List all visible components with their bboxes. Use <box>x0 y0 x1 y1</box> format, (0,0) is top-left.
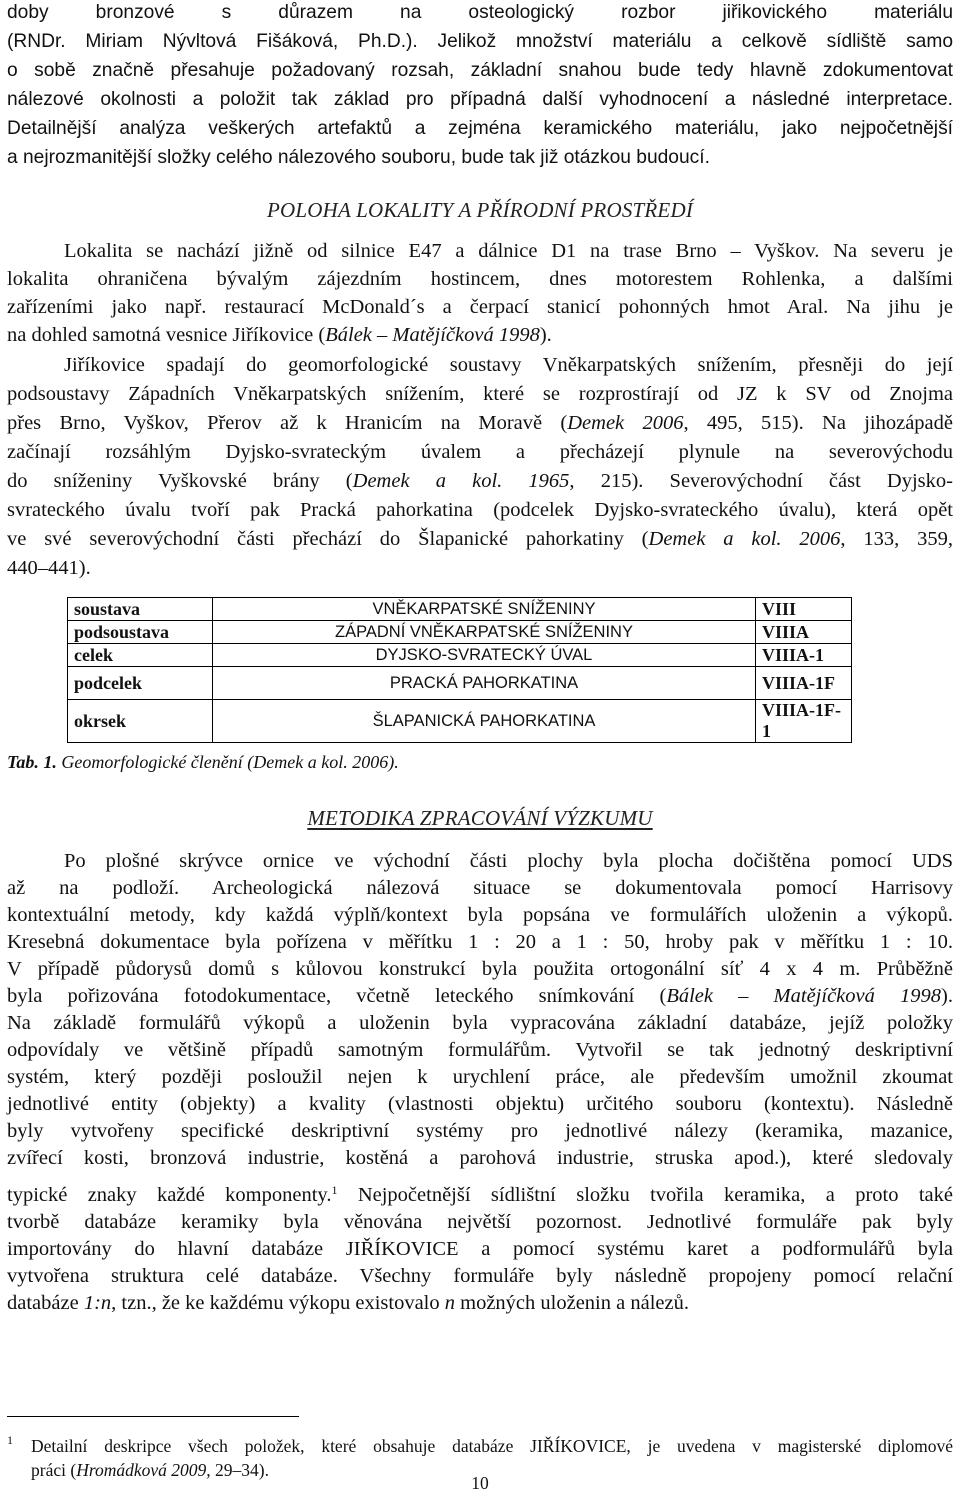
text-line: Detailnější analýza veškerých artefaktů a zejména keramického materiálu, jako nejpočetnější <box>7 118 953 139</box>
table-cell-name: DYJSKO-SVRATECKÝ ÚVAL <box>213 644 756 667</box>
text-line: (RNDr. Miriam Nývltová Fišáková, Ph.D.). Jelikož množství materiálu a celkově sídliště samo <box>7 31 953 52</box>
text-line: kontextuální metody, kdy každá výplň/kontext byla popsána ve formulářích uloženin a výkopů. <box>7 904 953 926</box>
table-cell-code: VIIIA-1F <box>756 667 852 700</box>
text-line: databáze 1:n, tzn., že ke každému výkopu existovalo n možných uloženin a nálezů. <box>7 1292 689 1314</box>
page-number: 10 <box>471 1473 489 1493</box>
text-line: typické znaky každé komponenty.$^1$ Nejpočetnější sídlištní složku tvořila keramika, a proto také <box>7 1183 953 1206</box>
text-line: svrateckého úvalu tvoří pak Pracká pahorkatina (podcelek Dyjsko-svrateckého úvalu), která opět <box>7 499 953 521</box>
table-caption <box>7 752 399 773</box>
text-line: a nejrozmanitější složky celého nálezového souboru, bude tak již otázkou budoucí. <box>7 147 710 168</box>
text-line: na dohled samotná vesnice Jiříkovice (Bálek – Matějíčková 1998). <box>7 324 552 346</box>
caption-label: Tab. 1. <box>7 752 57 772</box>
table-cell-label: celek <box>68 644 213 667</box>
text-line: jednotlivé entity (objekty) a kvality (vlastnosti objektu) určitého souboru (kontextu). Následně <box>7 1093 953 1115</box>
footnote-separator <box>7 1416 299 1417</box>
text-line: byly vytvořeny specifické deskriptivní systémy pro jednotlivé nálezy (keramika, mazanice, <box>7 1120 953 1142</box>
text-line: o sobě značně přesahuje požadovaný rozsah, základní snahou bude tedy hlavně zdokumentovat <box>7 60 953 81</box>
text-line: odpovídaly ve většině případů samotným formulářům. Vytvořil se tak jednotný deskriptivní <box>7 1039 953 1061</box>
geomorphology-table <box>67 597 852 743</box>
text-line: začínají rozsáhlým Dyjsko-svrateckým úvalem a přecházejí plynule na severovýchodu <box>7 441 953 463</box>
table-cell-label: podcelek <box>68 667 213 700</box>
text-line: přes Brno, Vyškov, Přerov až k Hranicím na Moravě (Demek 2006, 495, 515). Na jihozápadě <box>7 412 953 434</box>
text-line: importovány do hlavní databáze JIŘÍKOVICE a pomocí systému karet a podformulářů byla <box>7 1238 953 1260</box>
text-line: vytvořena struktura celé databáze. Všechny formuláře byly následně propojeny pomocí relační <box>7 1265 953 1287</box>
text-line: Na základě formulářů výkopů a uloženin byla vypracována základní databáze, jejíž položky <box>7 1012 953 1034</box>
text-line: systém, který později posloužil nejen k urychlení práce, ale především umožnil zkoumat <box>7 1066 953 1088</box>
table-cell-name: VNĚKARPATSKÉ SNÍŽENINY <box>213 598 756 621</box>
text-line: Jiříkovice spadají do geomorfologické soustavy Vněkarpatských snížením, přesněji do její <box>64 354 953 376</box>
section-heading-location: POLOHA LOKALITY A PŘÍRODNÍ PROSTŘEDÍ <box>266 198 694 222</box>
table-cell-code: VIII <box>756 598 852 621</box>
table-cell-label: soustava <box>68 598 213 621</box>
table-row <box>68 644 852 667</box>
text-line: byla pořizována fotodokumentace, včetně leteckého snímkování (Bálek – Matějíčková 1998). <box>7 985 953 1007</box>
table-cell-name: ŠLAPANICKÁ PAHORKATINA <box>213 700 756 743</box>
text-line: zvířecí kosti, bronzová industrie, kostěná a parohová industrie, struska apod.), které sledovaly <box>7 1147 953 1169</box>
text-line: Lokalita se nachází jižně od silnice E47 a dálnice D1 na trase Brno – Vyškov. Na severu je <box>64 240 953 262</box>
text-line: nálezové okolnosti a položit tak základ pro případná další vyhodnocení a následné interpretace. <box>7 89 953 110</box>
caption-text: Geomorfologické členění (Demek a kol. 2006). <box>56 752 399 772</box>
footnote-marker: 1 <box>7 1433 13 1447</box>
text-line: tvorbě databáze keramiky byla věnována největší pozornost. Jednotlivé formuláře pak byly <box>7 1211 953 1233</box>
table-row <box>68 667 852 700</box>
table-cell-name: ZÁPADNÍ VNĚKARPATSKÉ SNÍŽENINY <box>213 621 756 644</box>
table-row <box>68 621 852 644</box>
text-line: lokalita ohraničena bývalým zájezdním hostincem, dnes motorestem Rohlenka, a dalšími <box>7 268 953 290</box>
text-line: do sníženiny Vyškovské brány (Demek a kol. 1965, 215). Severovýchodní část Dyjsko- <box>7 470 953 492</box>
footnote-line: práci (Hromádková 2009, 29–34). <box>31 1460 269 1480</box>
section-heading-methodology: METODIKA ZPRACOVÁNÍ VÝZKUMU <box>307 806 653 830</box>
text-line: 440–441). <box>7 557 91 579</box>
table-cell-code: VIIIA-1 <box>756 644 852 667</box>
table-cell-code: VIIIA <box>756 621 852 644</box>
text-line: V případě půdorysů domů s kůlovou konstrukcí byla použita ortogonální síť 4 x 4 m. Průběžně <box>7 958 953 980</box>
text-line: podsoustavy Západních Vněkarpatských snížením, které se rozprostírají od JZ k SV od Znojma <box>7 383 953 405</box>
text-line: až na podloží. Archeologická nálezová situace se dokumentovala pomocí Harrisovy <box>7 877 953 899</box>
footnote-line: Detailní deskripce všech položek, které obsahuje databáze JIŘÍKOVICE, je uvedena v magisterské diplomové <box>31 1436 953 1456</box>
table-row <box>68 598 852 621</box>
text-line: Po plošné skrývce ornice ve východní části plochy byla plocha dočištěna pomocí UDS <box>64 850 953 872</box>
text-line: zařízeními jako např. restaurací McDonald´s a čerpací stanicí pohonných hmot Aral. Na jihu je <box>7 296 953 318</box>
text-line: ve své severovýchodní části přechází do Šlapanické pahorkatiny (Demek a kol. 2006, 133, 359, <box>7 528 954 550</box>
table-cell-code: VIIIA-1F-1 <box>756 700 852 743</box>
table-cell-name: PRACKÁ PAHORKATINA <box>213 667 756 700</box>
table-cell-label: podsoustava <box>68 621 213 644</box>
text-line: doby bronzové s důrazem na osteologický rozbor jiřikovického materiálu <box>7 2 953 23</box>
footnote-reference: 1 <box>331 1183 338 1197</box>
text-line: Kresebná dokumentace byla pořízena v měřítku 1 : 20 a 1 : 50, hroby pak v měřítku 1 : 10. <box>7 931 953 953</box>
table-cell-label: okrsek <box>68 700 213 743</box>
table-row <box>68 700 852 743</box>
